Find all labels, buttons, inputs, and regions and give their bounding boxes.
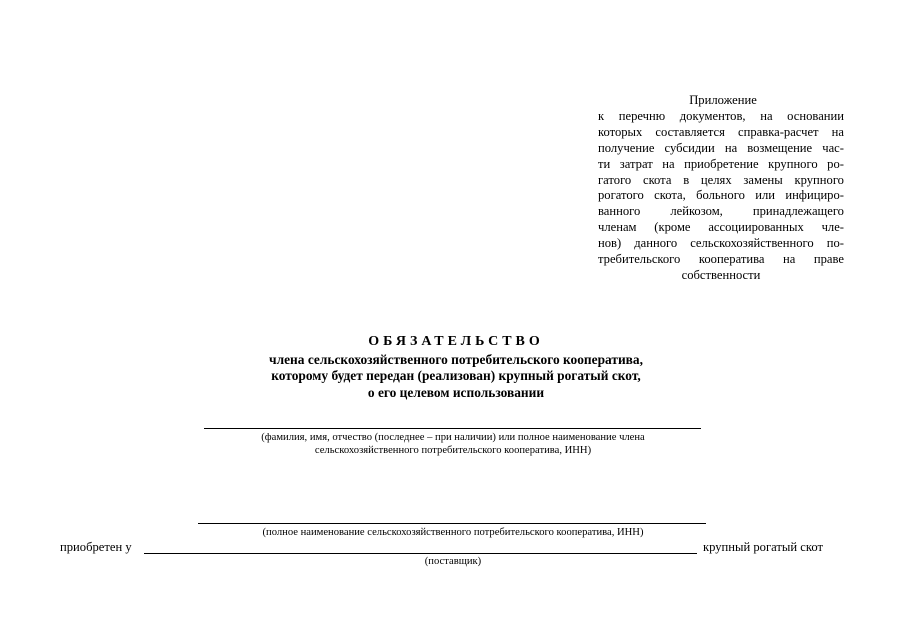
appendix-line [598, 109, 844, 125]
appendix-word: гатого [598, 172, 632, 187]
appendix-line [598, 141, 844, 157]
appendix-word: на [760, 108, 773, 123]
appendix-line [598, 220, 844, 236]
appendix-line [598, 252, 844, 268]
appendix-word: лейкозом, [670, 204, 723, 219]
supplier-suffix: крупный рогатый скот [703, 540, 823, 554]
supplier-line[interactable] [144, 553, 697, 554]
appendix-line [598, 173, 844, 189]
appendix-line [598, 125, 844, 141]
appendix-word: ти [598, 156, 611, 171]
appendix-word: ванного [598, 204, 641, 219]
appendix-word: по- [826, 236, 844, 251]
appendix-word: сельскохозяйственного [690, 236, 814, 251]
appendix-line [598, 236, 844, 252]
appendix-word: составляется [655, 124, 725, 139]
appendix-word: ассоциированных [708, 220, 804, 235]
appendix-title: Приложение [689, 93, 757, 107]
appendix-word: крупного [768, 156, 818, 171]
appendix-word: справка-расчет [738, 124, 819, 139]
appendix-word: замены [743, 172, 783, 187]
document-heading [200, 334, 712, 401]
appendix-word: принадлежащего [752, 204, 844, 219]
appendix-word: основании [787, 108, 844, 123]
appendix-text [598, 109, 844, 268]
appendix-word: на [783, 252, 796, 267]
appendix-word: нов) [598, 236, 622, 251]
appendix-word: на [831, 124, 844, 139]
supplier-prefix: приобретен у [60, 540, 132, 554]
cooperative-name-caption: (полное наименование сельскохозяйственного потребительского кооператива, ИНН) [262, 527, 644, 538]
appendix-word: возмещение [747, 140, 813, 155]
appendix-word: чле- [821, 220, 844, 235]
cooperative-name-line[interactable] [198, 523, 706, 524]
appendix-word: скота [642, 172, 672, 187]
appendix-word: или [755, 188, 775, 203]
appendix-block [598, 93, 844, 284]
appendix-word: в [683, 172, 690, 187]
appendix-word: приобретение [684, 156, 759, 171]
member-name-caption: (фамилия, имя, отчество (последнее – при наличии) или полное наименование члена сельскохозяйственного потребительского кооператива, ИНН) [261, 432, 645, 456]
appendix-word: к [598, 108, 605, 123]
appendix-word: час- [822, 140, 844, 155]
heading-line-2: которому будет передан (реализован) крупный рогатый скот, [271, 368, 641, 383]
appendix-word: требительского [598, 252, 681, 267]
appendix-line [598, 157, 844, 173]
appendix-word: документов, [679, 108, 746, 123]
member-name-line[interactable] [204, 428, 701, 429]
supplier-caption: (поставщик) [424, 556, 482, 567]
appendix-word: кооператива [698, 252, 765, 267]
appendix-last-line: собственности [681, 267, 761, 282]
appendix-word: целях [700, 172, 732, 187]
appendix-word: инфициро- [785, 188, 844, 203]
appendix-word: данного [634, 236, 678, 251]
appendix-word: которых [598, 124, 643, 139]
heading-line-3: о его целевом использовании [367, 384, 545, 400]
appendix-word: (кроме [654, 220, 691, 235]
appendix-word: скота, [654, 188, 686, 203]
appendix-line [598, 188, 844, 204]
appendix-line [598, 204, 844, 220]
heading-line-1: члена сельскохозяйственного потребительского кооператива, [269, 351, 643, 367]
document-title: ОБЯЗАТЕЛЬСТВО [368, 334, 544, 349]
appendix-word: крупного [794, 172, 844, 187]
appendix-word: получение [598, 140, 655, 155]
appendix-word: перечню [618, 108, 666, 123]
appendix-word: затрат [619, 156, 653, 171]
appendix-word: ро- [827, 156, 844, 171]
appendix-word: на [662, 156, 675, 171]
appendix-word: рогатого [598, 188, 644, 203]
appendix-word: членам [598, 220, 637, 235]
appendix-word: на [724, 140, 738, 155]
appendix-word: праве [813, 252, 844, 267]
appendix-word: больного [696, 188, 745, 203]
appendix-word: субсидии [664, 140, 715, 155]
